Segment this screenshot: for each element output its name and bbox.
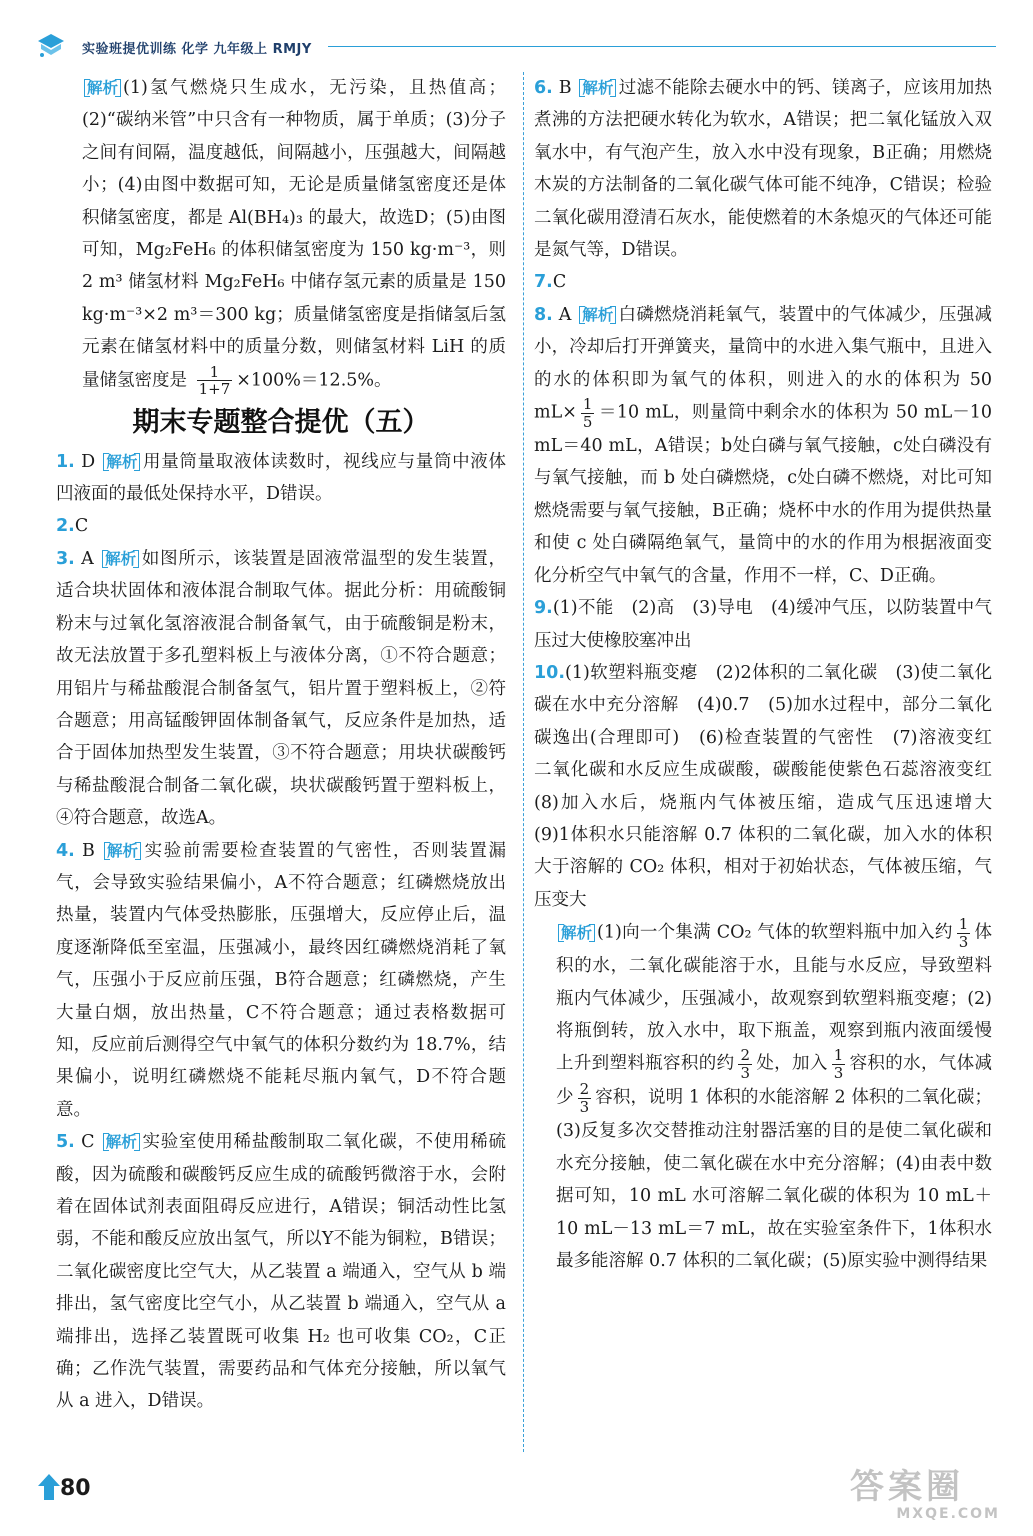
answer-item: 2.C [56,516,89,537]
fraction: $\frac{2}{3}$ [579,1080,590,1116]
left-column [56,72,506,1418]
right-column [534,72,1010,1277]
header-rule [328,46,996,47]
page-number: 80 [60,1476,91,1501]
answer-explanation: 解析 (1)向一个集满 CO₂ 气体的软塑料瓶中加入约 $\frac{1}{3}$ 体积的水，二氧化碳能溶于水，且能与水反应，导致塑料瓶内气体减少，压强减小，故观察到软塑料瓶变瘪；(2)将瓶倒转，放入水中，取下瓶盖，观察到瓶内液面缓慢上升到塑料瓶容积的约 $\frac{2}{3}$ 处，加入 $\frac{1}{3}$ 容积的水，气体减少 $\frac{2}{3}$ 容积，说明 1 体积的水能溶解 2 体积的二氧化碳；(3)反复多次交替推动注射器活塞的目的是使二氧化碳和水充分接触，使二氧化碳在水中充分溶解；(4)由表中数据可知，10 mL 水可溶解二氧化碳的体积为 10 mL＋10 mL－13 mL＝7 mL，故在实验室条件下，1体积水最多能溶解 0.7 体积的二氧化碳；(5)原实验中测得结果 [556,915,992,1271]
analysis-tag: 解析 [579,77,616,99]
watermark-logo: 答案圈 MXQE.COM [850,1467,1000,1522]
answer-item: 5. C 解析 实验室使用稀盐酸制取二氧化碳，不使用稀硫酸，因为硫酸和碳酸钙反应生成的硫酸钙微溶于水，会附着在固体试剂表面阻碍反应进行，A错误；铜活动性比氢弱，不能和酸反应放出氢气，所以Y不能为铜粒，B错误；二氧化碳密度比空气大，从乙装置 a 端通入，空气从 b 端排出，氢气密度比空气小，从乙装置 b 端通入，空气从 a 端排出，选择乙装置既可收集 H₂ 也可收集 CO₂，C正确；乙作洗气装置，需要药品和气体充分接触，所以氧气从 a 进入，D错误。 [56,1132,506,1412]
fraction: $\frac{1}{5}$ [582,395,593,431]
section-title: 期末专题整合提优（五） [132,406,430,438]
analysis-tag: 解析 [104,840,141,862]
page-arrow-icon [36,1470,62,1510]
fraction: $\frac{1}{3}$ [833,1046,844,1082]
page-number-badge [36,1468,100,1514]
analysis-tag: 解析 [579,304,616,326]
analysis-tag: 解析 [84,77,121,99]
answer-item: 4. B 解析 实验前需要检查装置的气密性，否则装置漏气，会导致实验结果偏小，A不符合题意；红磷燃烧放出热量，装置内气体受热膨胀，压强增大，反应停止后，温度逐渐降低至室温，压强减小，最终因红磷燃烧消耗了氧气，压强小于反应前压强，B符合题意；红磷燃烧，产生大量白烟，放出热量，C不符合题意；通过表格数据可知，反应前后测得空气中氧气的体积分数约为 18.7%，结果偏小，说明红磷燃烧不能耗尽瓶内氧气，D不符合题意。 [56,840,506,1120]
intro-explanation [56,72,506,398]
book-logo-icon [36,32,66,58]
answer-item: 7.C [534,272,567,293]
fraction: $\frac{1}{3}$ [958,915,969,951]
fraction: $\frac{2}{3}$ [740,1046,750,1082]
page-header [36,28,996,64]
fraction: $\frac{1}{1+7}$ [198,362,231,399]
intro-end: ×100%＝12.5%。 [236,370,392,391]
answer-item: 9.(1)不能 (2)高 (3)导电 (4)缓冲气压，以防装置中气压过大使橡胶塞冲出 [534,598,992,651]
answer-item: 6. B 解析 过滤不能除去硬水中的钙、镁离子，应该用加热煮沸的方法把硬水转化为软水，A错误；把二氧化锰放入双氧水中，有气泡产生，放入水中没有现象，B正确；用燃烧木炭的方法制备的二氧化碳气体可能不纯净，C错误；检验二氧化碳用澄清石灰水，能使燃着的木条熄灭的气体还可能是氮气等，D错误。 [534,78,992,261]
answer-item: 1. D 解析 用量筒量取液体读数时，视线应与量筒中液体凹液面的最低处保持水平，D错误。 [56,451,506,505]
column-divider [523,72,524,1452]
header-title: 实验班提优训练 化学 九年级上 RMJY [82,42,312,57]
analysis-tag: 解析 [103,451,140,473]
answer-item: 8. A 解析 白磷燃烧消耗氧气，装置中的气体减少，压强减小，冷却后打开弹簧夹，量筒中的水进入集气瓶中，且进入的水的体积即为氧气的体积，则进入的水的体积为 50 mL× $\frac{1}{5}$ ＝10 mL，则量筒中剩余水的体积为 50 mL－10 mL＝40 mL，A错误；b处白磷与氧气接触，c处白磷没有与氧气接触，而 b 处白磷燃烧，c处白磷不燃烧，对比可知燃烧需要与氧气接触，B正确；烧杯中水的作用为提供热量和使 c 处白磷隔绝氧气，量筒中的水的作用为根据液面变化分析空气中氧气的含量，作用不一样，C、D正确。 [534,304,992,586]
analysis-tag: 解析 [103,1131,140,1153]
intro-text: (1)氢气燃烧只生成水，无污染，且热值高；(2)“碳纳米管”中只含有一种物质，属于单质；(3)分子之间有间隔，温度越低，间隔越小，压强越大，间隔越小；(4)由图中数据可知，无论是质量储氢密度还是体积储氢密度，都是 Al(BH₄)₃ 的最大，故选D；(5)由图可知，Mg₂FeH₆ 的体积储氢密度为 150 kg·m⁻³，则 2 m³ 储氢材料 Mg₂FeH₆ 中储存氢元素的质量是 150 kg·m⁻³×2 m³＝300 kg；质量储氢密度是指储氢后氢元素在储氢材料中的质量分数，则储氢材料 LiH 的质量储氢密度是 [82,78,506,391]
answer-item: 3. A 解析 如图所示，该装置是固液常温型的发生装置，适合块状固体和液体混合制取气体。据此分析：用硫酸铜粉末与过氧化氢溶液混合制备氧气，由于硫酸铜是粉末，故无法放置于多孔塑料板上与液体分离，①不符合题意；用铝片与稀盐酸混合制备氢气，铝片置于塑料板上，②符合题意；用高锰酸钾固体制备氧气，反应条件是加热，适合于固体加热型发生装置，③不符合题意；用块状碳酸钙与稀盐酸混合制备二氧化碳，块状碳酸钙置于塑料板上，④符合题意，故选A。 [56,548,506,829]
analysis-tag: 解析 [102,548,139,570]
analysis-tag: 解析 [558,922,595,944]
answer-item: 10.(1)软塑料瓶变瘪 (2)2体积的二氧化碳 (3)使二氧化碳在水中充分溶解 (4)0.7 (5)加水过程中，部分二氧化碳逸出(合理即可) (6)检查装置的气密性 (7)溶液变红 二氧化碳和水反应生成碳酸，碳酸能使紫色石蕊溶液变红 (8)加入水后，烧瓶内气体被压缩，造成气压迅速增大 (9)1体积水只能溶解 0.7 体积的二氧化碳，加入水的体积大于溶解的 CO₂ 体积，相对于初始状态，气体被压缩，气压变大 [534,662,1010,910]
